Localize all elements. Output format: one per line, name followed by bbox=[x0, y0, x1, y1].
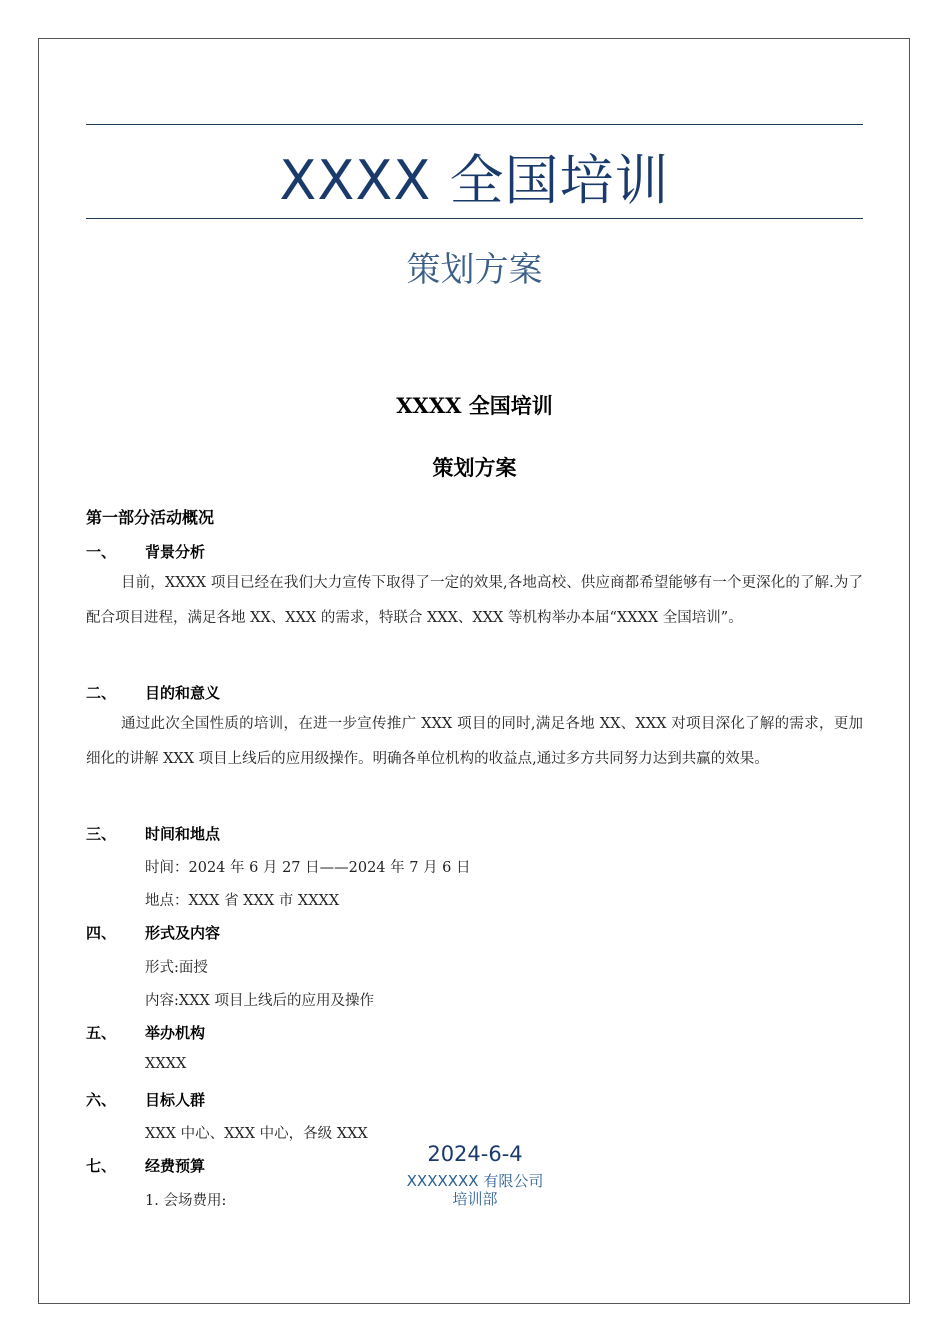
section-number: 四、 bbox=[86, 924, 117, 942]
section-number: 三、 bbox=[86, 825, 117, 843]
section-title-time-place: 时间和地点 bbox=[145, 825, 221, 843]
section-title-purpose: 目的和意义 bbox=[145, 684, 221, 702]
section-number: 一、 bbox=[86, 543, 117, 561]
cover-bottom-rule bbox=[86, 218, 863, 219]
background-paragraph: 目前，XXXX 项目已经在我们大力宣传下取得了一定的效果,各地高校、供应商都希望能够有一个更深化的了解.为了配合项目进程，满足各地 XX、XXX 的需求，特联合 XXX、XXX 等机构举办本届“XXXX 全国培训”。 bbox=[86, 575, 863, 626]
section-title-budget: 经费预算 bbox=[145, 1157, 206, 1175]
content-line: 内容:XXX 项目上线后的应用及操作 bbox=[145, 993, 374, 1009]
purpose-paragraph: 通过此次全国性质的培训，在进一步宣传推广 XXX 项目的同时,满足各地 XX、XXX 对项目深化了解的需求，更加细化的讲解 XXX 项目上线后的应用级操作。明确各单位机构的收益点,通过多方共同努力达到共赢的效果。 bbox=[86, 716, 863, 767]
section-number: 六、 bbox=[86, 1091, 117, 1109]
organizer-line: XXXX bbox=[145, 1056, 187, 1072]
section-title-form-content: 形式及内容 bbox=[145, 924, 221, 942]
document-subtitle: 策划方案 bbox=[432, 455, 517, 480]
form-line: 形式:面授 bbox=[145, 960, 208, 976]
page-border bbox=[38, 38, 910, 1304]
cover-top-rule bbox=[86, 124, 863, 125]
place-line: 地点：XXX 省 XXX 市 XXXX bbox=[145, 893, 340, 909]
section-title-audience: 目标人群 bbox=[145, 1091, 206, 1109]
section-number: 七、 bbox=[86, 1157, 117, 1175]
cover-subtitle: 策划方案 bbox=[406, 250, 543, 290]
time-line: 时间：2024 年 6 月 27 日——2024 年 7 月 6 日 bbox=[145, 860, 471, 876]
section-number: 五、 bbox=[86, 1024, 117, 1042]
section-number: 二、 bbox=[86, 684, 117, 702]
part-heading: 第一部分活动概况 bbox=[86, 508, 215, 527]
section-title-background: 背景分析 bbox=[145, 543, 206, 561]
budget-item-line: 1. 会场费用: bbox=[145, 1193, 227, 1209]
cover-company: XXXXXXX 有限公司 bbox=[406, 1172, 544, 1190]
cover-date: 2024-6-4 bbox=[427, 1142, 523, 1166]
cover-company-block bbox=[375, 1172, 575, 1208]
audience-line: XXX 中心、XXX 中心，各级 XXX bbox=[145, 1126, 368, 1142]
section-title-organizer: 举办机构 bbox=[145, 1024, 206, 1042]
cover-department: 培训部 bbox=[452, 1190, 498, 1208]
document-title: XXXX 全国培训 bbox=[396, 393, 553, 418]
cover-title: XXXX 全国培训 bbox=[279, 149, 670, 212]
